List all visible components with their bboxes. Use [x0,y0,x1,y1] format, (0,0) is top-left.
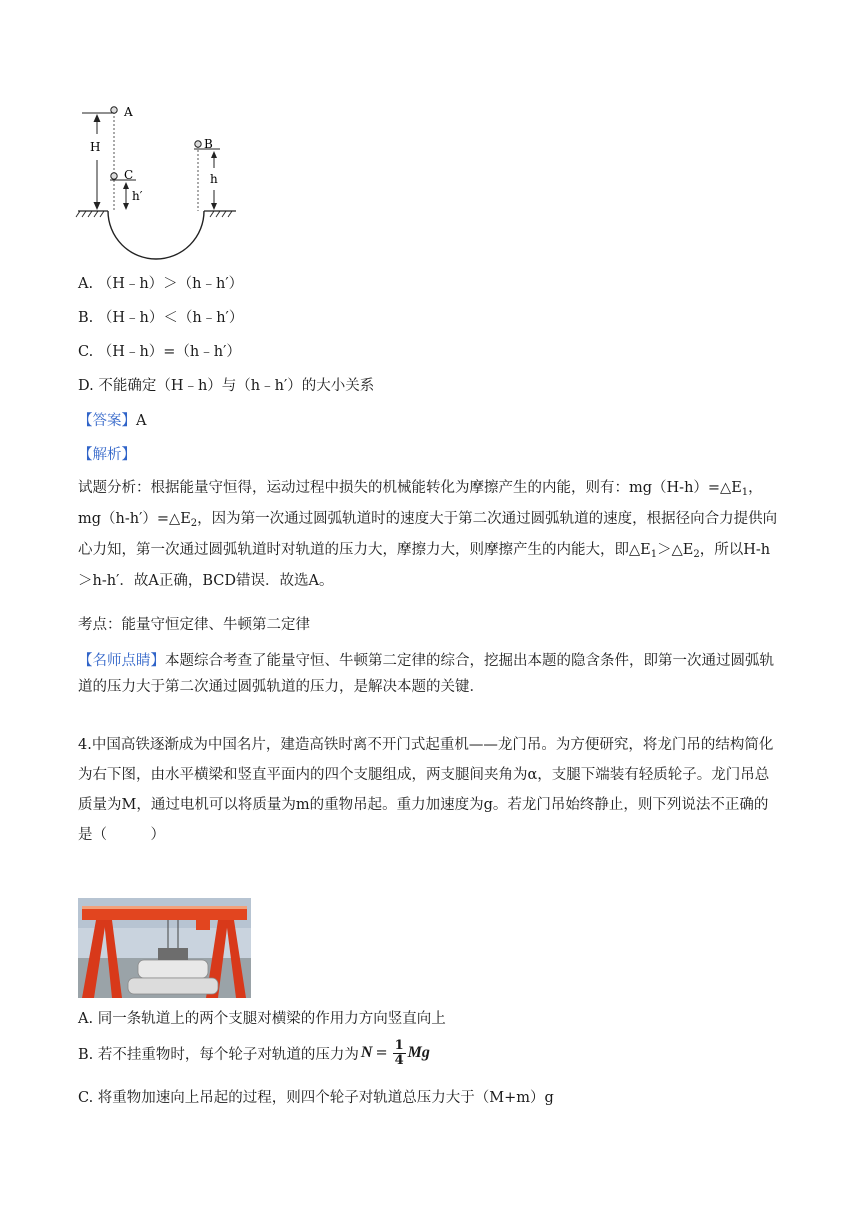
svg-text:B: B [204,137,213,151]
ball-b [195,141,201,147]
q4-option-c: C. 将重物加速向上吊起的过程，则四个轮子对轨道总压力大于（M+m）g [78,1090,554,1106]
answer-line [78,409,146,430]
svg-text:h: h [210,172,218,186]
arc-track [108,211,204,259]
svg-text:A: A [124,105,133,119]
physics-diagram [70,98,250,268]
formula-mg: Mg [407,1044,430,1061]
formula-fraction: $\frac{1}{4}$ [394,1037,404,1068]
svg-text:C: C [124,168,134,182]
formula-eq: = [375,1045,388,1061]
q4-option-a: A. 同一条轨道上的两个支腿对横梁的作用力方向竖直向上 [78,1011,446,1027]
formula-n: N [360,1044,373,1061]
svg-text:h′: h′ [132,189,143,203]
option-d: D. 不能确定（H﹣h）与（h﹣h′）的大小关系 [78,378,375,394]
analysis-text: 试题分析：根据能量守恒得，运动过程中损失的机械能转化为摩擦产生的内能，则有：$mg(H-h)=\triangle E_1$，$mg(h-h')=\triangle E_2$，因为第一次通过圆弧轨道时的速度大于第二次通过圆弧轨道的速度，根据径向合力提供向心力知，第一次通过圆弧轨道时对轨道的压力大，摩擦力大，则摩擦产生的内能大，即$\triangle E_1>\triangle E_2$，所以H-h＞h-h′．故A正确，BCD错误．故选A。 [78,480,778,589]
svg-text:H: H [90,140,101,154]
answer-value: A [136,413,147,429]
answer-tag: 【答案】 [78,413,136,429]
kaodian: 考点：能量守恒定律、牛顿第二定律 [78,617,310,633]
teacher-tag: 【名师点睛】 [78,653,165,669]
option-c: C. （H﹣h）=（h﹣h′） [78,344,241,360]
q4-stem: 4.中国高铁逐渐成为中国名片，建造高铁时离不开门式起重机——龙门吊。为方便研究，将龙门吊的结构简化为右下图，由水平横梁和竖直平面内的四个支腿组成，两支腿间夹角为α，支腿下端装有轻质轮子。龙门吊总质量为M，通过电机可以将质量为m的重物吊起。重力加速度为g。若龙门吊始终静止，则下列说法不正确的是（ ） [78,737,774,843]
q4-option-b: B. 若不挂重物时，每个轮子对轨道的压力为 N = $\frac{1}{4}$ Mg [78,1037,430,1068]
option-a: A. （H﹣h）＞（h﹣h′） [78,276,244,292]
gantry-crane-photo [78,898,251,998]
ball-a [111,107,117,113]
ball-c [111,173,117,179]
analysis-tag: 【解析】 [78,447,136,463]
option-b: B. （H﹣h）＜（h﹣h′） [78,310,244,326]
teacher-note: 【名师点睛】本题综合考查了能量守恒、牛顿第二定律的综合，挖掘出本题的隐含条件，即第一次通过圆弧轨道的压力大于第二次通过圆弧轨道的压力，是解决本题的关键． [78,653,774,695]
